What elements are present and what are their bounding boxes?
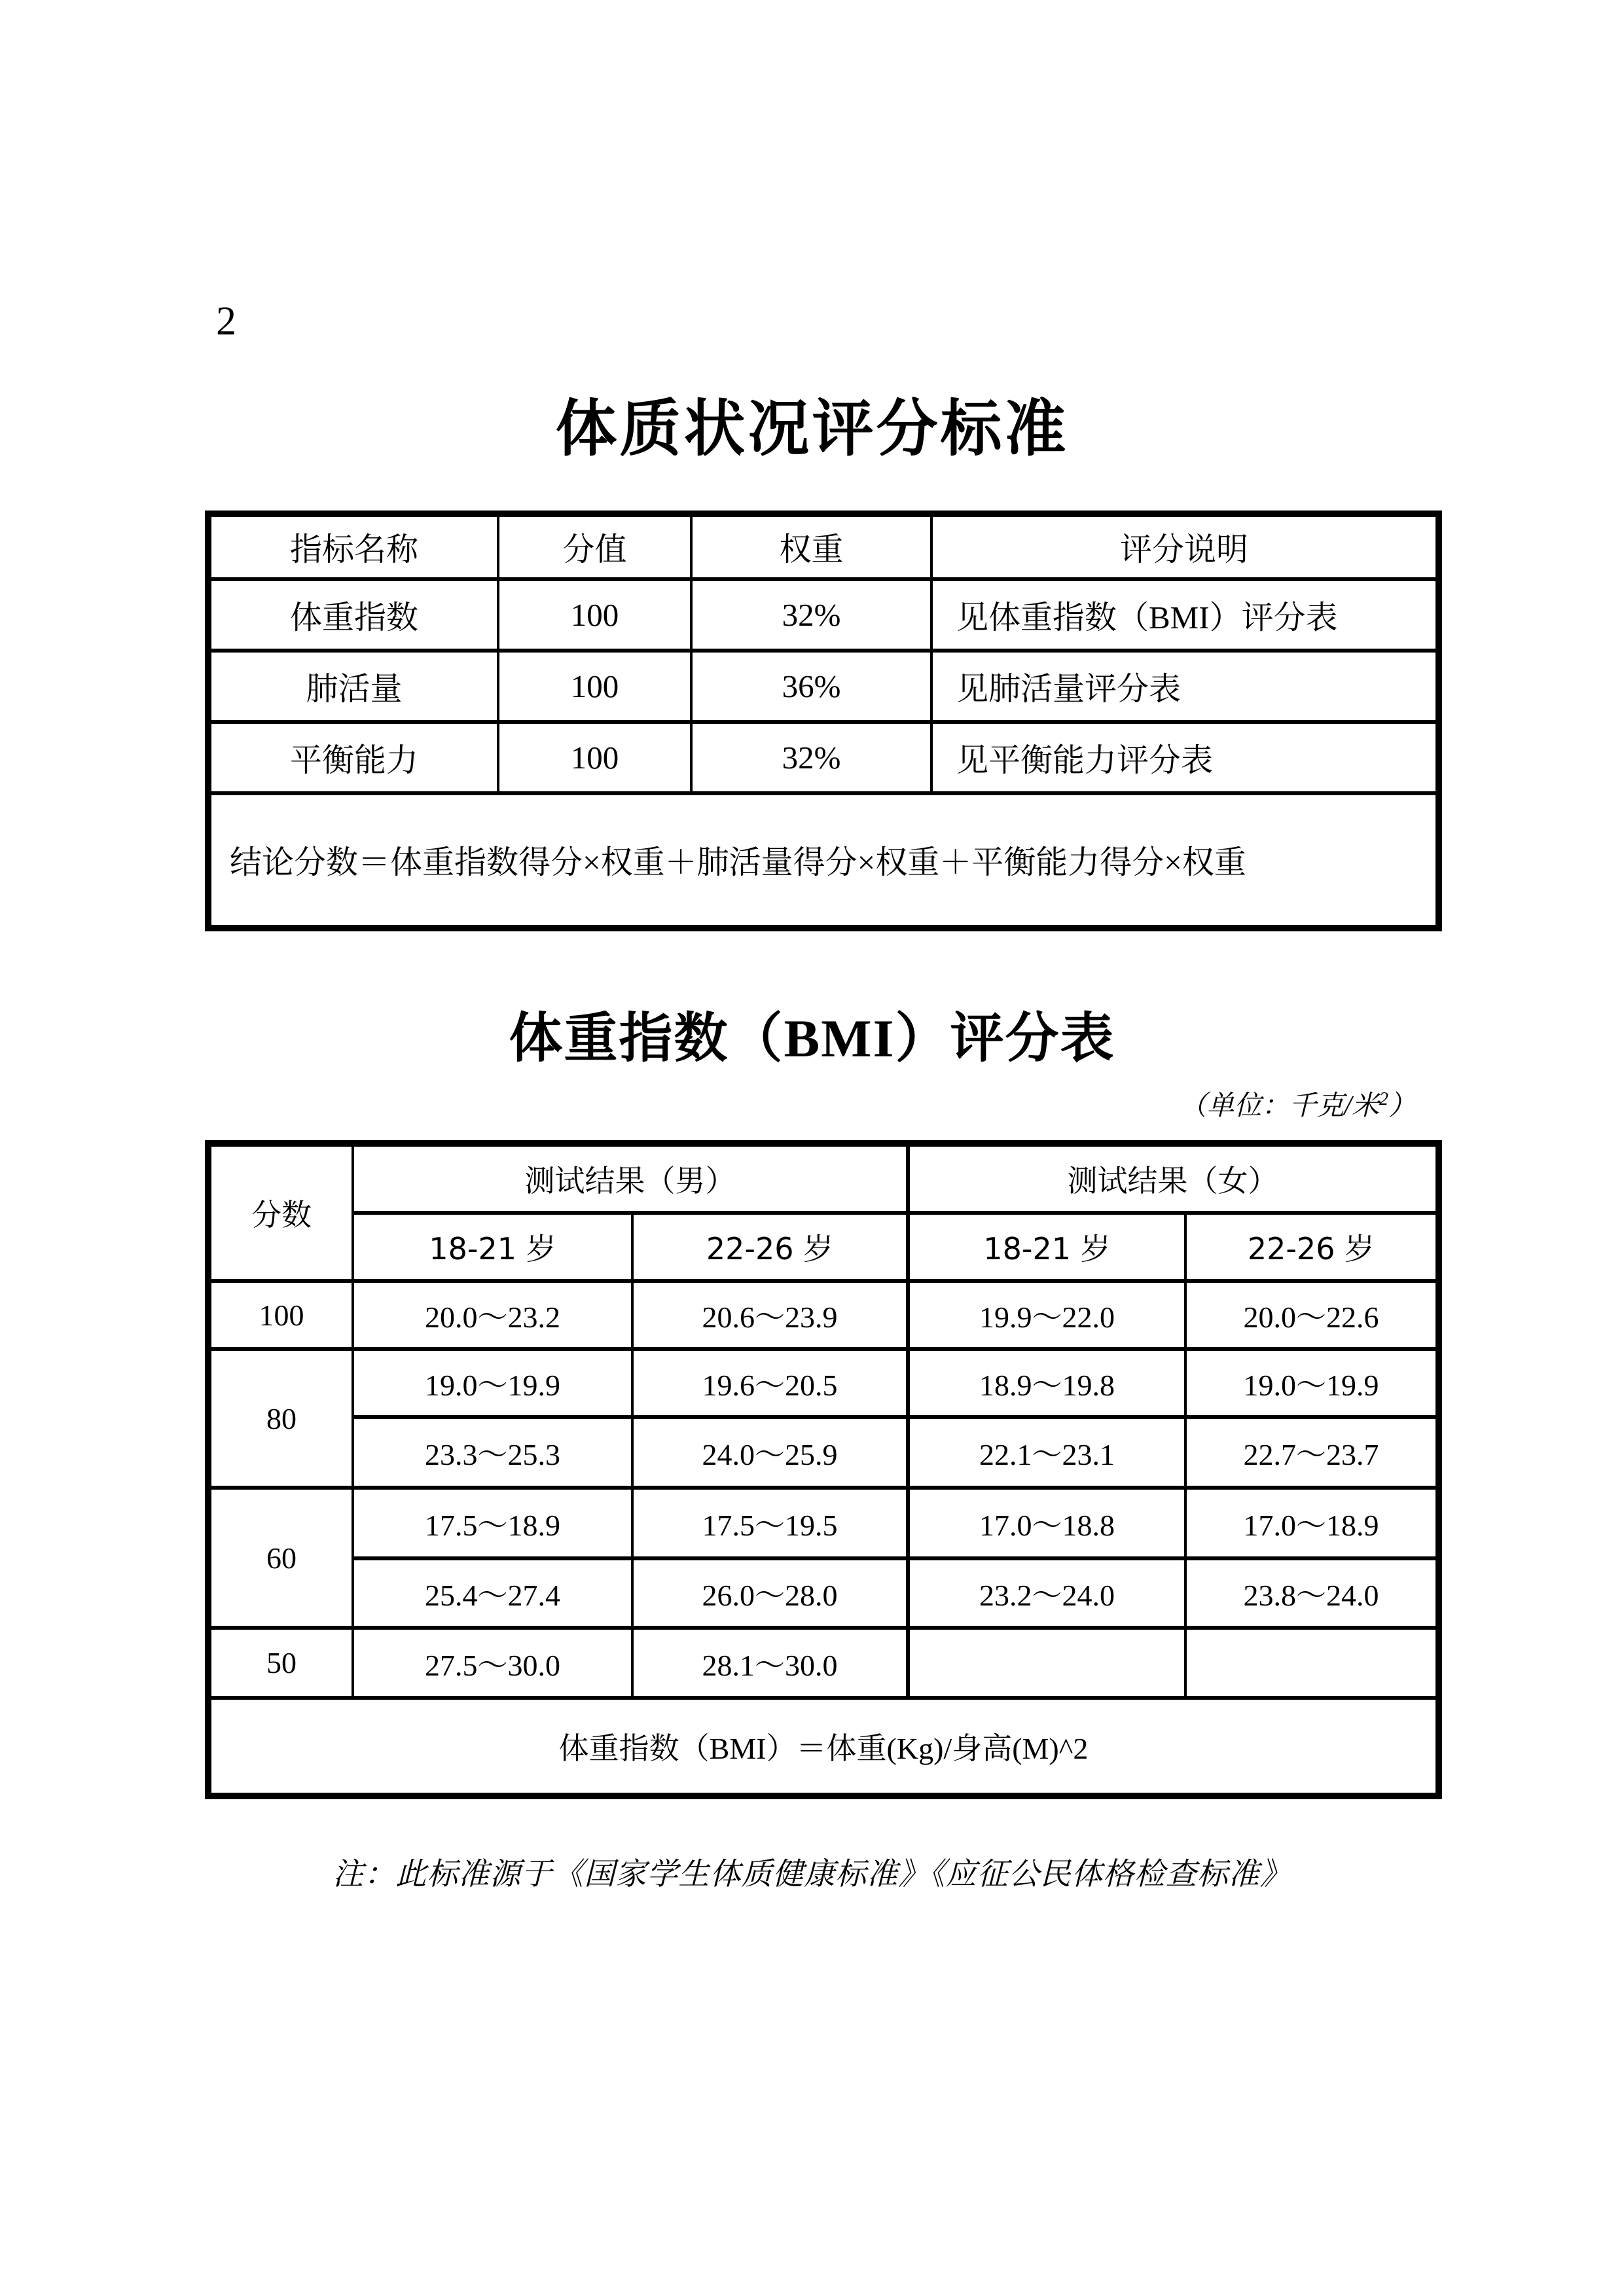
score-value-cell: 100 [498,651,691,722]
weight-cell: 36% [691,651,931,722]
bmi-scoring-table [205,1140,1442,1799]
range-cell-empty [908,1628,1185,1698]
range-cell: 25.4～27.4 [353,1558,632,1628]
range-cell: 22.1～23.1 [908,1417,1185,1488]
header-weight: 权重 [691,514,931,579]
range-cell: 20.0～23.2 [353,1281,632,1349]
indicator-name-cell: 肺活量 [208,651,498,722]
indicator-name-cell: 平衡能力 [208,722,498,793]
header-result-female: 测试结果（女） [908,1143,1439,1213]
score-value-cell: 100 [498,722,691,793]
section2-title: 体重指数（BMI）评分表 [509,1009,1115,1068]
page-number: 2 [216,299,236,344]
header-indicator-name: 指标名称 [208,514,498,579]
unit-superscript: 2 [1379,1089,1388,1109]
score-row-50 [208,1628,1439,1698]
header-scoring-description: 评分说明 [931,514,1439,579]
score-value-cell: 100 [498,579,691,651]
table-row [208,651,1439,722]
score-row-60b [208,1558,1439,1628]
conclusion-formula-cell: 结论分数＝体重指数得分×权重＋肺活量得分×权重＋平衡能力得分×权重 [208,793,1439,928]
header-age-female-18-21: 18-21 岁 [908,1213,1185,1281]
age-header-row [208,1213,1439,1281]
range-cell: 17.5～18.9 [353,1488,632,1558]
range-cell: 17.0～18.8 [908,1488,1185,1558]
score-row-80 [208,1349,1439,1417]
table-header-row [208,514,1439,579]
bmi-formula-cell: 体重指数（BMI）＝体重(Kg)/身高(M)^2 [208,1698,1439,1796]
header-result-male: 测试结果（男） [353,1143,908,1213]
header-score-value: 分值 [498,514,691,579]
description-cell: 见平衡能力评分表 [931,722,1439,793]
score-row-60 [208,1488,1439,1558]
description-cell: 见体重指数（BMI）评分表 [931,579,1439,651]
range-cell: 19.0～19.9 [1185,1349,1439,1417]
unit-prefix: （单位：千克/米 [1179,1091,1379,1121]
table-row [208,722,1439,793]
source-note: 注：此标准源于《国家学生体质健康标准》《应征公民体格检查标准》 [333,1857,1291,1892]
range-cell: 27.5～30.0 [353,1628,632,1698]
header-age-female-22-26: 22-26 岁 [1185,1213,1439,1281]
header-score: 分数 [208,1143,353,1281]
range-cell: 20.6～23.9 [632,1281,908,1349]
score-cell: 60 [208,1488,353,1628]
score-cell: 80 [208,1349,353,1488]
range-cell: 22.7～23.7 [1185,1417,1439,1488]
section1-title: 体质状况评分标准 [555,395,1069,463]
range-cell: 19.9～22.0 [908,1281,1185,1349]
fitness-scoring-table [205,511,1442,931]
range-cell: 24.0～25.9 [632,1417,908,1488]
unit-note [205,1088,1416,1124]
score-row-100 [208,1281,1439,1349]
group-header-row [208,1143,1439,1213]
range-cell: 23.2～24.0 [908,1558,1185,1628]
range-cell: 17.0～18.9 [1185,1488,1439,1558]
description-cell: 见肺活量评分表 [931,651,1439,722]
formula-row [208,1698,1439,1796]
range-cell: 23.8～24.0 [1185,1558,1439,1628]
score-cell: 50 [208,1628,353,1698]
range-cell: 19.6～20.5 [632,1349,908,1417]
table-row [208,579,1439,651]
range-cell: 20.0～22.6 [1185,1281,1439,1349]
header-age-male-22-26: 22-26 岁 [632,1213,908,1281]
weight-cell: 32% [691,579,931,651]
range-cell: 23.3～25.3 [353,1417,632,1488]
range-cell-empty [1185,1628,1439,1698]
unit-suffix: ） [1388,1091,1416,1121]
range-cell: 28.1～30.0 [632,1628,908,1698]
indicator-name-cell: 体重指数 [208,579,498,651]
range-cell: 19.0～19.9 [353,1349,632,1417]
header-age-male-18-21: 18-21 岁 [353,1213,632,1281]
table-footer-row [208,793,1439,928]
score-row-80b [208,1417,1439,1488]
range-cell: 17.5～19.5 [632,1488,908,1558]
range-cell: 26.0～28.0 [632,1558,908,1628]
score-cell: 100 [208,1281,353,1349]
range-cell: 18.9～19.8 [908,1349,1185,1417]
weight-cell: 32% [691,722,931,793]
